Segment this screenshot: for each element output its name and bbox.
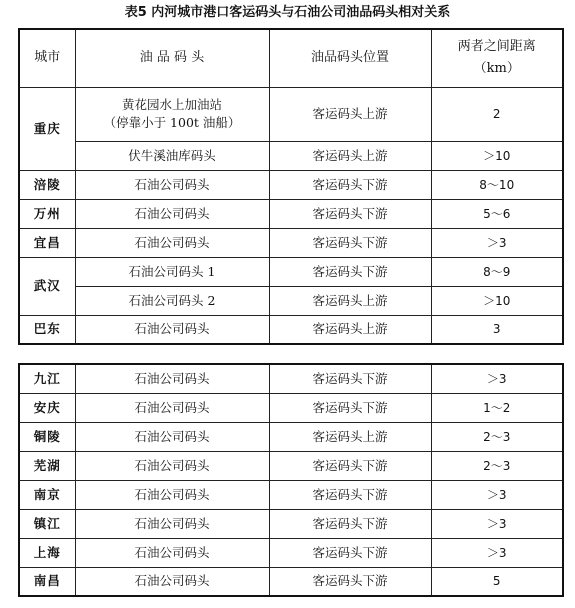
table-row — [19, 170, 563, 199]
position-cell: 客运码头下游 — [269, 567, 431, 596]
position-cell: 客运码头下游 — [269, 480, 431, 509]
city-cell: 镇江 — [19, 509, 75, 538]
wharf-cell: 石油公司码头 — [75, 480, 269, 509]
city-cell: 万州 — [19, 199, 75, 228]
header-row — [19, 29, 563, 87]
position-cell: 客运码头下游 — [269, 199, 431, 228]
city-cell: 上海 — [19, 538, 75, 567]
position-cell: 客运码头上游 — [269, 141, 431, 170]
distance-cell: ＞3 — [431, 480, 563, 509]
wharf-cell: 石油公司码头 2 — [75, 286, 269, 315]
position-cell: 客运码头上游 — [269, 315, 431, 344]
city-cell: 巴东 — [19, 315, 75, 344]
table-row — [19, 480, 563, 509]
wharf-cell: 伏牛溪油库码头 — [75, 141, 269, 170]
table-row — [19, 87, 563, 141]
position-cell: 客运码头上游 — [269, 286, 431, 315]
position-cell: 客运码头下游 — [269, 170, 431, 199]
distance-cell: ＞10 — [431, 286, 563, 315]
city-cell: 铜陵 — [19, 422, 75, 451]
position-cell: 客运码头下游 — [269, 257, 431, 286]
city-cell: 涪陵 — [19, 170, 75, 199]
table-row — [19, 509, 563, 538]
wharf-name: 黄花园水上加油站 — [121, 97, 222, 112]
table-row — [19, 228, 563, 257]
upper-river-table — [18, 28, 564, 345]
distance-cell: ＞3 — [431, 509, 563, 538]
city-cell: 南京 — [19, 480, 75, 509]
table-row — [19, 199, 563, 228]
wharf-cell: 石油公司码头 — [75, 393, 269, 422]
wharf-cell: 石油公司码头 — [75, 422, 269, 451]
table-row — [19, 286, 563, 315]
position-cell: 客运码头上游 — [269, 422, 431, 451]
distance-cell: 5 — [431, 567, 563, 596]
wharf-cell: 石油公司码头 — [75, 315, 269, 344]
city-cell: 芜湖 — [19, 451, 75, 480]
city-cell: 南昌 — [19, 567, 75, 596]
city-cell: 安庆 — [19, 393, 75, 422]
table-row — [19, 422, 563, 451]
header-city: 城市 — [19, 29, 75, 87]
wharf-cell: 石油公司码头 — [75, 451, 269, 480]
table-row — [19, 567, 563, 596]
table-row — [19, 315, 563, 344]
wharf-cell: 石油公司码头 — [75, 567, 269, 596]
wharf-cell: 石油公司码头 1 — [75, 257, 269, 286]
distance-cell: 2～3 — [431, 451, 563, 480]
distance-cell: ＞3 — [431, 538, 563, 567]
wharf-cell: 石油公司码头 — [75, 509, 269, 538]
distance-cell: 2～3 — [431, 422, 563, 451]
table-row — [19, 451, 563, 480]
position-cell: 客运码头下游 — [269, 228, 431, 257]
position-cell: 客运码头下游 — [269, 393, 431, 422]
distance-cell: 8～10 — [431, 170, 563, 199]
lower-river-table — [18, 363, 564, 597]
position-cell: 客运码头下游 — [269, 538, 431, 567]
table-row — [19, 538, 563, 567]
city-cell: 武汉 — [19, 257, 75, 315]
table-row — [19, 141, 563, 170]
wharf-cell: 石油公司码头 — [75, 228, 269, 257]
header-position: 油品码头位置 — [269, 29, 431, 87]
wharf-cell: 石油公司码头 — [75, 199, 269, 228]
position-cell: 客运码头上游 — [269, 87, 431, 141]
wharf-cell: 石油公司码头 — [75, 364, 269, 393]
position-cell: 客运码头下游 — [269, 451, 431, 480]
city-cell: 宜昌 — [19, 228, 75, 257]
distance-cell: 3 — [431, 315, 563, 344]
distance-cell: ＞10 — [431, 141, 563, 170]
table-row — [19, 257, 563, 286]
wharf-cell — [75, 87, 269, 141]
distance-cell: 2 — [431, 87, 563, 141]
wharf-cell: 石油公司码头 — [75, 170, 269, 199]
distance-cell: ＞3 — [431, 228, 563, 257]
header-distance-unit: （km） — [473, 61, 520, 77]
header-wharf: 油 品 码 头 — [75, 29, 269, 87]
table-caption: 表5 内河城市港口客运码头与石油公司油品码头相对关系 — [124, 5, 451, 20]
table-row — [19, 393, 563, 422]
position-cell: 客运码头下游 — [269, 509, 431, 538]
wharf-cell: 石油公司码头 — [75, 538, 269, 567]
header-distance — [431, 29, 563, 87]
distance-cell: 5～6 — [431, 199, 563, 228]
header-distance-line1: 两者之间距离 — [457, 39, 536, 55]
table-row — [19, 364, 563, 393]
position-cell: 客运码头下游 — [269, 364, 431, 393]
wharf-note: （停靠小于 100t 油船） — [103, 115, 241, 130]
distance-cell: ＞3 — [431, 364, 563, 393]
distance-cell: 1～2 — [431, 393, 563, 422]
city-cell: 九江 — [19, 364, 75, 393]
distance-cell: 8～9 — [431, 257, 563, 286]
city-cell: 重庆 — [19, 87, 75, 170]
